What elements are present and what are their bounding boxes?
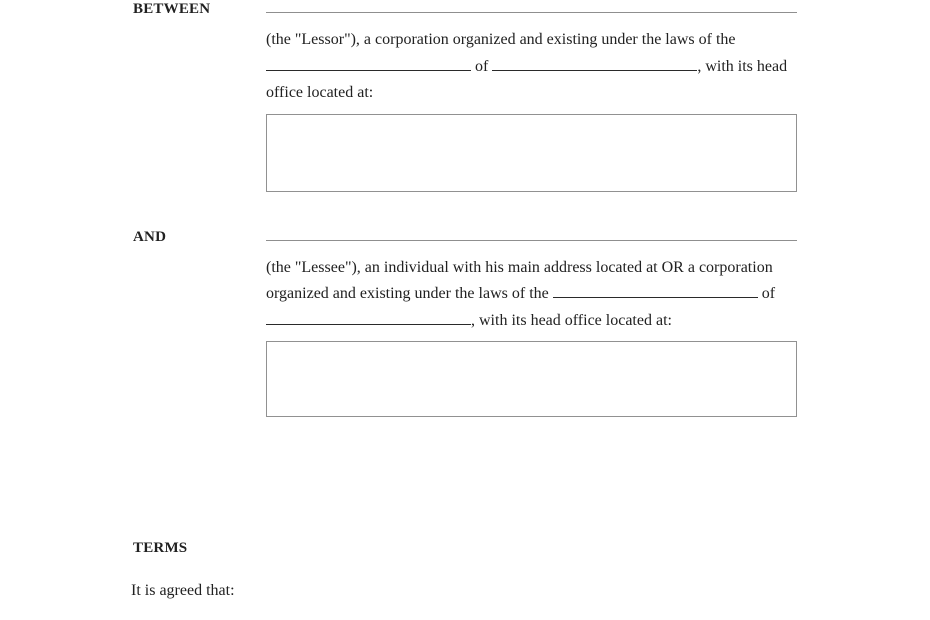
lessor-clause-text-2: of — [471, 57, 493, 75]
lessor-address-box[interactable] — [266, 114, 797, 192]
lessee-clause-text-1: (the "Lessee"), an individual with his main address located at OR a corporation organized and existing under the laws of the — [266, 258, 773, 302]
terms-intro-text: It is agreed that: — [131, 582, 235, 599]
lessee-section — [0, 228, 930, 418]
lessor-clause-text-1: (the "Lessor"), a corporation organized and existing under the laws of the — [266, 31, 736, 48]
lessee-section-label: AND — [133, 228, 167, 245]
terms-heading: TERMS — [133, 540, 188, 556]
lessee-country-blank[interactable] — [266, 311, 471, 325]
lessor-name-line[interactable] — [266, 0, 797, 13]
lessor-section — [0, 0, 930, 192]
lessor-clause — [266, 27, 797, 107]
lessor-country-blank[interactable] — [492, 57, 697, 71]
lessee-clause-text-2: of — [757, 285, 776, 302]
lessee-name-line[interactable] — [266, 228, 797, 241]
lessee-jurisdiction-blank[interactable] — [553, 284, 758, 298]
lessor-content — [266, 0, 797, 192]
lessee-clause — [266, 255, 797, 335]
lessee-content — [266, 228, 797, 418]
lessor-clause-text-3: , with its head office located at: — [266, 57, 788, 101]
lessee-clause-text-3: , with its head office located at: — [471, 311, 672, 329]
lessor-jurisdiction-blank[interactable] — [266, 57, 471, 71]
lessee-address-box[interactable] — [266, 341, 797, 417]
lessor-section-label: BETWEEN — [133, 1, 211, 17]
